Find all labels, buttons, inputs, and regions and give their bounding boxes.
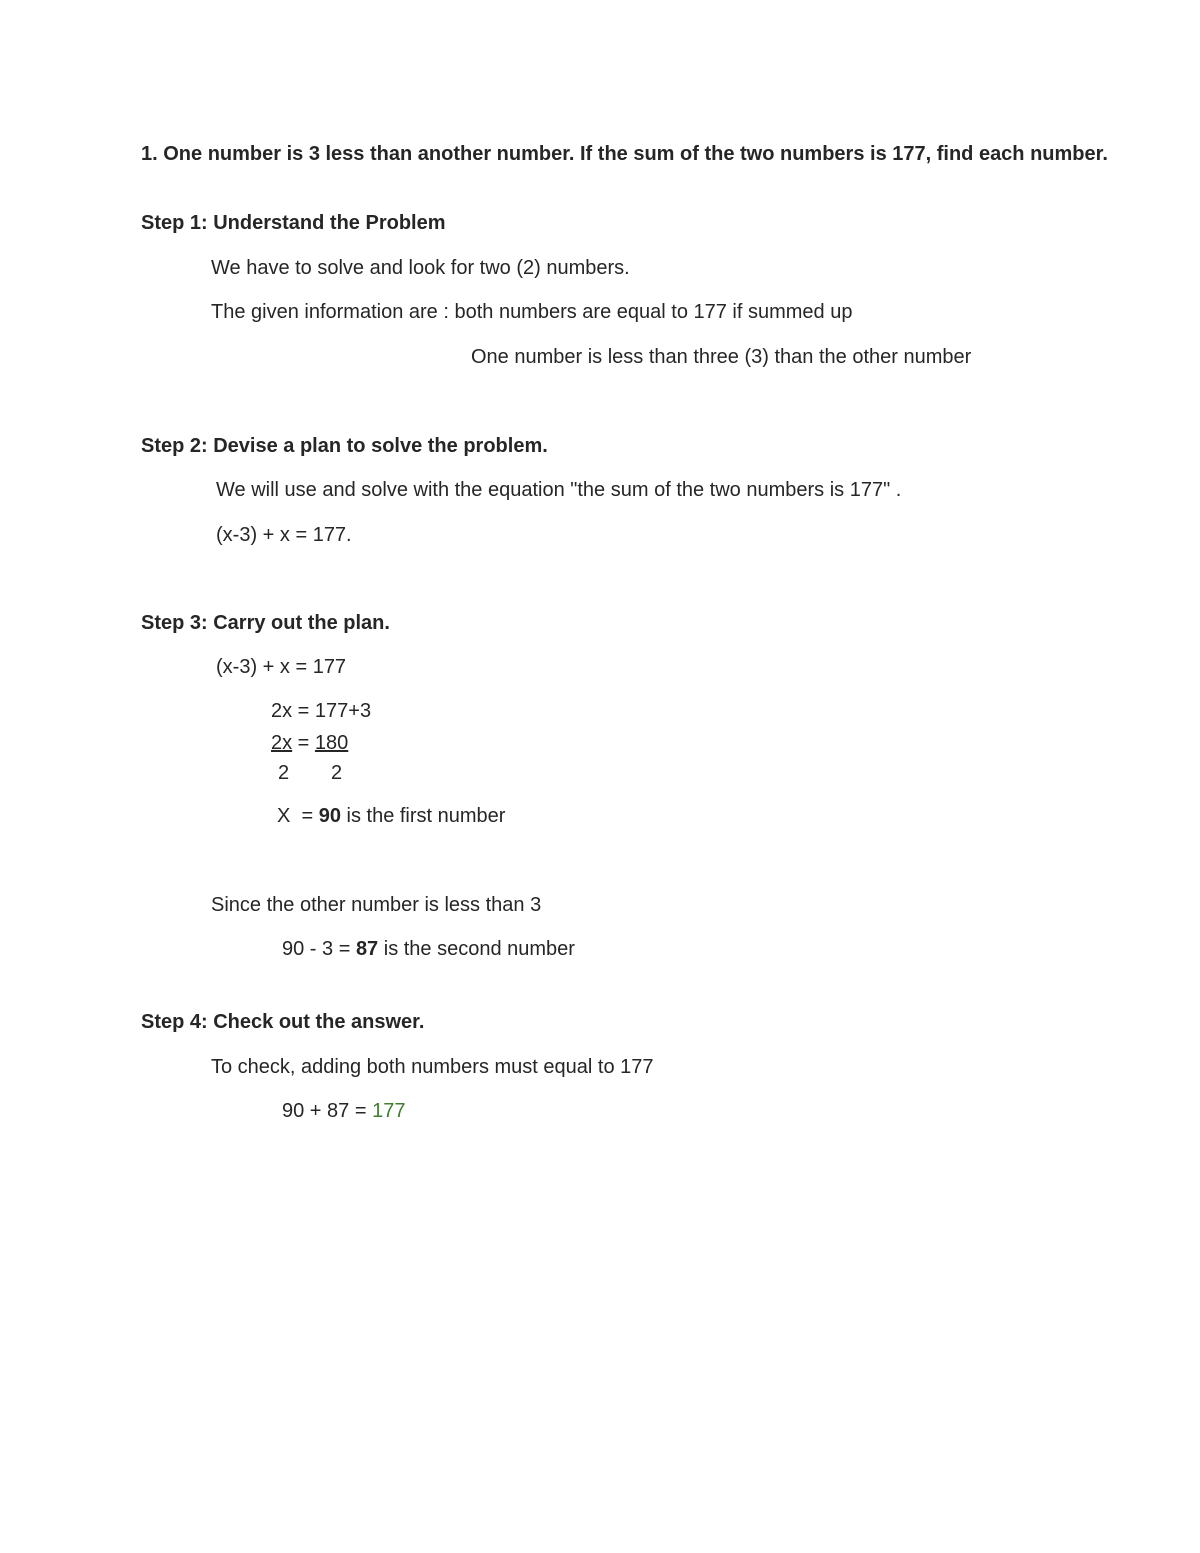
result-value: 90: [318, 805, 341, 827]
step3-equation-2: 2x = 177+3: [271, 700, 372, 722]
step1-line-1: We have to solve and look for two (2) numbers.: [211, 257, 630, 279]
step1-line-2: The given information are : both numbers are equal to 177 if summed up: [211, 301, 853, 323]
step2-line-1: We will use and solve with the equation "the sum of the two numbers is 177" .: [216, 479, 902, 501]
problem-statement: 1. One number is 3 less than another number. If the sum of the two numbers is 177, find each number.: [141, 143, 1108, 165]
check-prefix: 90 + 87 =: [282, 1100, 373, 1122]
step1-line-3: One number is less than three (3) than the other number: [471, 346, 972, 368]
check-value: 177: [372, 1100, 406, 1122]
eq4-denominator-left: 2: [278, 762, 290, 784]
step2-equation: (x-3) + x = 177.: [216, 524, 352, 546]
step3-second-number: [282, 936, 575, 962]
step2-heading: Step 2: Devise a plan to solve the problem.: [141, 435, 548, 457]
step1-heading: Step 1: Understand the Problem: [141, 212, 446, 234]
result-prefix: X =: [277, 805, 319, 827]
result-suffix: is the first number: [340, 805, 506, 827]
step4-check: [282, 1098, 405, 1124]
step3-equation-1: (x-3) + x = 177: [216, 656, 347, 678]
step4-line-1: To check, adding both numbers must equal to 177: [211, 1056, 654, 1078]
second-prefix: 90 - 3 =: [282, 938, 356, 960]
step3-heading: Step 3: Carry out the plan.: [141, 612, 390, 634]
eq3-equals: =: [292, 732, 315, 754]
step4-heading: Step 4: Check out the answer.: [141, 1011, 425, 1033]
step3-result: [277, 803, 505, 829]
second-value: 87: [355, 938, 379, 960]
eq4-denominator-right: 2: [331, 762, 343, 784]
step3-since-line: Since the other number is less than 3: [211, 894, 542, 916]
step3-equation-3: [271, 730, 348, 756]
eq3-numerator-right: 180: [314, 732, 349, 754]
eq3-numerator-left: 2x: [271, 732, 293, 754]
second-suffix: is the second number: [378, 938, 575, 960]
